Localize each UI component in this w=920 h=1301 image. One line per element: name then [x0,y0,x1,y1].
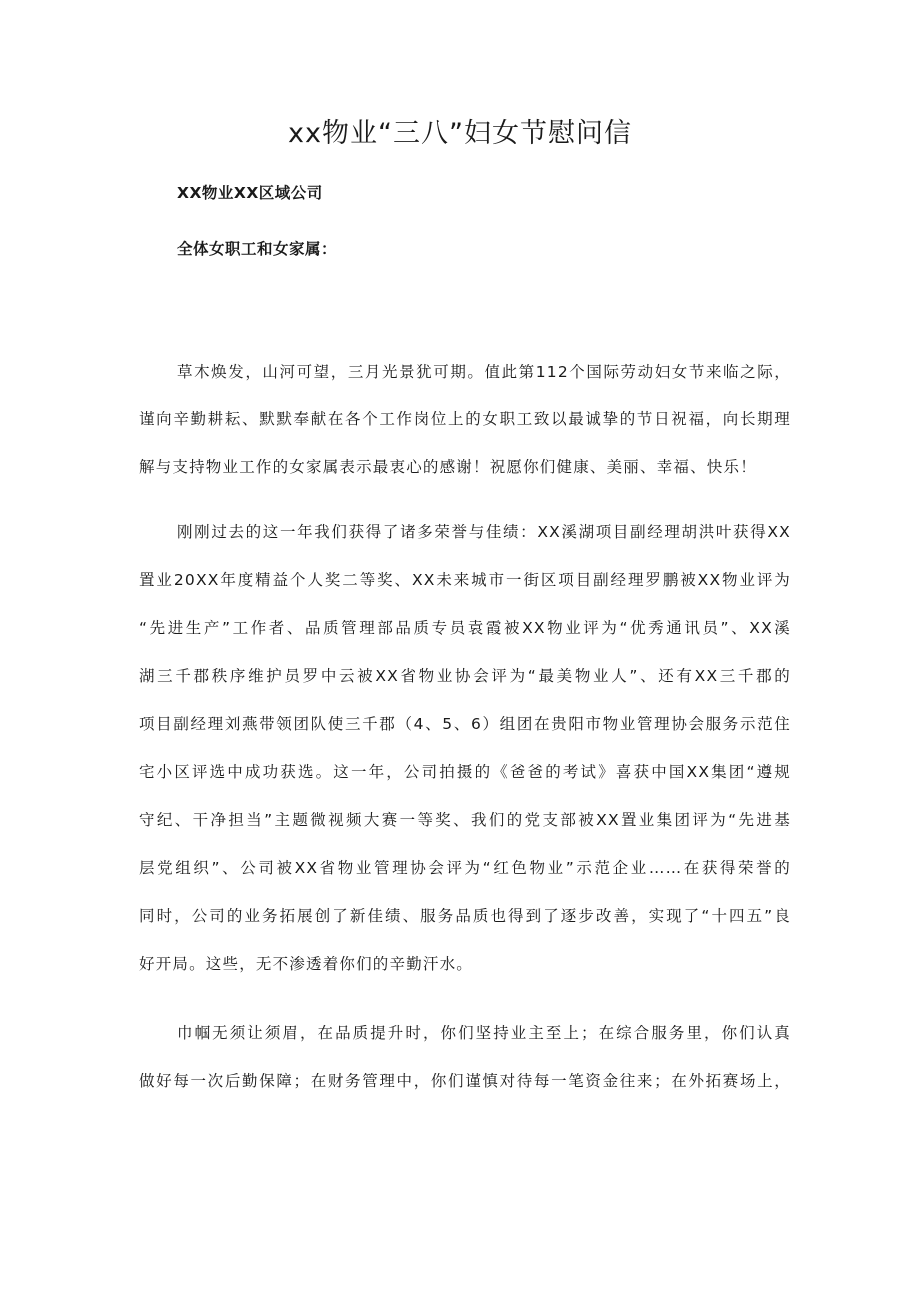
paragraph-line: 谨向辛勤耕耘、默默奉献在各个工作岗位上的女职工致以最诚挚的节日祝福，向长期理 [139,410,791,428]
letter-title: xx物业“三八”妇女节慰问信 [288,118,632,149]
paragraph-line: 项目副经理刘燕带领团队使三千郡（4、5、6）组团在贵阳市物业管理协会服务示范住 [139,715,791,733]
recipient-company: XX物业XX区域公司 [177,184,323,202]
paragraph-line: 刚刚过去的这一年我们获得了诸多荣誉与佳绩：XX溪湖项目副经理胡洪叶获得XX [177,523,791,541]
paragraph-line: 层党组织”、公司被XX省物业管理协会评为“红色物业”示范企业……在获得荣誉的 [139,859,791,877]
paragraph-line: 守纪、干净担当”主题微视频大赛一等奖、我们的党支部被XX置业集团评为“先进基 [139,811,791,829]
paragraph-line: “先进生产”工作者、品质管理部品质专员袁霞被XX物业评为“优秀通讯员”、XX溪 [139,619,791,637]
paragraph-line: 湖三千郡秩序维护员罗中云被XX省物业协会评为“最美物业人”、还有XX三千郡的 [139,667,791,685]
paragraph-line: 宅小区评选中成功获选。这一年，公司拍摄的《爸爸的考试》喜获中国XX集团“遵规 [139,763,791,781]
paragraph-line: 解与支持物业工作的女家属表示最衷心的感谢！祝愿你们健康、美丽、幸福、快乐！ [139,458,757,476]
paragraph-line: 同时，公司的业务拓展创了新佳绩、服务品质也得到了逐步改善，实现了“十四五”良 [139,907,791,925]
paragraph-line: 做好每一次后勤保障；在财务管理中，你们谨慎对待每一笔资金往来；在外拓赛场上， [139,1072,791,1090]
paragraph-line: 置业20XX年度精益个人奖二等奖、XX未来城市一街区项目副经理罗鹏被XX物业评为 [139,571,791,589]
paragraph-line: 草木焕发，山河可望，三月光景犹可期。值此第112个国际劳动妇女节来临之际， [177,363,791,381]
recipient-group: 全体女职工和女家属： [177,240,338,258]
paragraph-line: 好开局。这些，无不渗透着你们的辛勤汗水。 [139,955,474,973]
paragraph-line: 巾帼无须让须眉，在品质提升时，你们坚持业主至上；在综合服务里，你们认真 [177,1024,791,1042]
